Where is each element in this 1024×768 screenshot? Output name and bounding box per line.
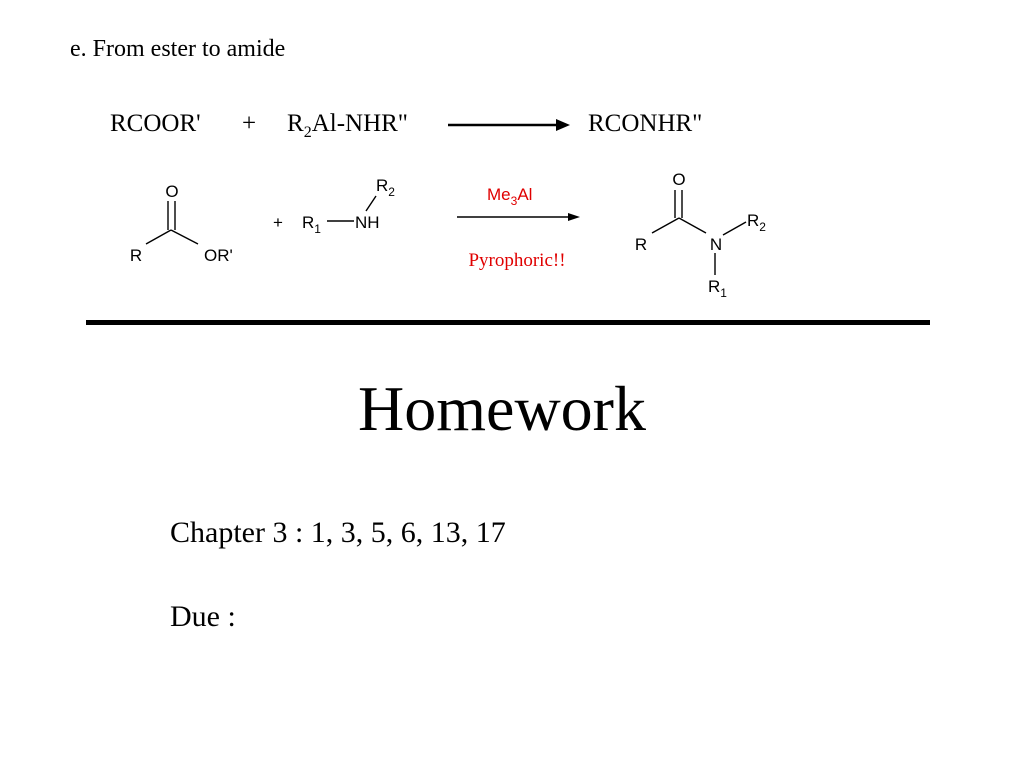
- equation-product-amide: RCONHR": [588, 110, 703, 137]
- ester-or-label: OR': [204, 246, 233, 265]
- homework-title: Homework: [358, 373, 646, 444]
- ester-r-label: R: [129, 246, 143, 265]
- scheme-reaction-arrow: [457, 213, 580, 221]
- equation-reactant-ester: RCOOR': [110, 110, 201, 137]
- section-divider: [86, 320, 930, 325]
- amine-r1-label: $R_1$: [302, 213, 321, 236]
- amide-r1-label: $R_1$: [708, 277, 727, 300]
- amide-structure: [652, 190, 746, 275]
- amide-carbonyl-o: O: [672, 170, 686, 189]
- chapter-assignment: Chapter 3 : 1, 3, 5, 6, 13, 17: [170, 516, 506, 549]
- ester-structure: [146, 201, 198, 244]
- section-title: e. From ester to amide: [70, 36, 286, 62]
- amine-nh-label: NH: [355, 213, 380, 232]
- equation-plus: +: [242, 110, 257, 137]
- amide-r2-label: $R_2$: [747, 211, 766, 234]
- due-date-label: Due :: [170, 600, 236, 633]
- equation-reagent: $R_2Al$-NHR": [287, 110, 409, 141]
- scheme-plus: +: [273, 213, 283, 232]
- amide-n-label: N: [709, 235, 723, 254]
- pyrophoric-warning: Pyrophoric!!: [468, 250, 566, 271]
- reaction-scheme: [0, 0, 1024, 320]
- reagent-me3al: $Me_3Al$: [487, 185, 533, 208]
- amine-r2-label: $R_2$: [376, 176, 395, 199]
- amide-r-label: R: [634, 235, 648, 254]
- ester-carbonyl-o: O: [165, 182, 179, 201]
